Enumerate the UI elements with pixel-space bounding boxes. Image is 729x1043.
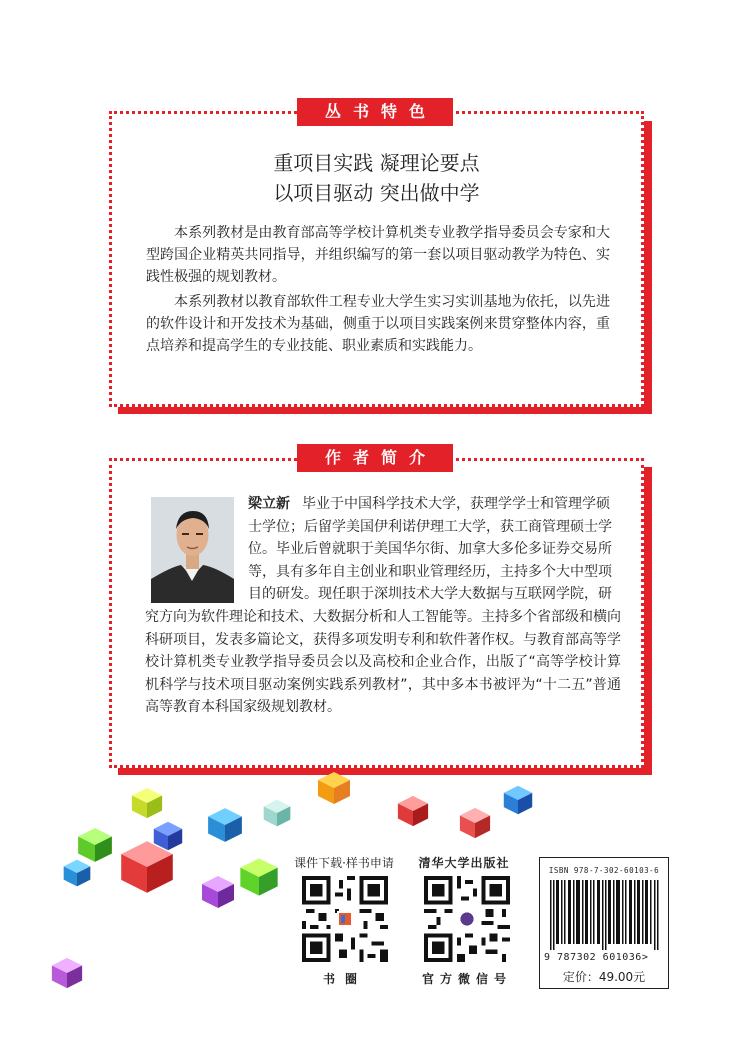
qr-code-shuquan[interactable] (302, 876, 388, 962)
features-box (109, 111, 644, 407)
author-bio-line-4: 等，具有多年自主创业和职业管理经历，主持多个大中型项 (248, 563, 612, 580)
features-paragraph-1: 本系列教材是由教育部高等学校计算机类专业教学指导委员会专家和大型跨国企业精英共同指导，并组织编写的第一套以项目驱动教学为特色、实践性极强的规划教材。 (146, 225, 610, 285)
author-title-tag: 作者简介 (297, 444, 453, 472)
features-paragraph-2: 本系列教材以教育部软件工程专业大学生实习实训基地为依托，以先进的软件设计和开发技术为基础，侧重于以项目实践案例来贯穿整体内容，重点培养和提高学生的专业技能、职业素质和实践能力。 (146, 294, 610, 354)
author-bio-line-2: 士学位；后留学美国伊利诺伊理工大学，获工商管理硕士学 (248, 518, 612, 535)
cube-decoration-red-1 (396, 794, 430, 828)
cube-decoration-purple (200, 874, 236, 910)
cube-decoration-yellow-green (130, 786, 164, 820)
cube-decoration-green-2 (238, 856, 280, 898)
cube-decoration-blue (206, 806, 244, 844)
slogan-line-2: 以项目驱动 突出做中学 (273, 181, 480, 205)
author-bio-line-5: 目的研发。现任职于深圳技术大学大数据与互联网学院，研 (248, 586, 612, 602)
cube-decoration-blue-right (502, 784, 534, 816)
cube-decoration-blue-small (62, 858, 92, 888)
cube-decoration-red-large (118, 838, 176, 896)
author-photo (151, 497, 234, 603)
author-bio-first-lines (248, 493, 620, 606)
barcode-digits-text: 9 787302 601036 (544, 952, 642, 963)
barcode-quiet-zone-arrow: > (641, 952, 649, 963)
qr-left-bottom-label: 书圈 (322, 972, 367, 986)
features-title-tag: 丛书特色 (297, 98, 453, 126)
author-name: 梁立新 (248, 496, 290, 512)
qr-right-top-label: 清华大学出版社 (418, 856, 510, 870)
cube-decoration-red-2 (458, 806, 492, 840)
isbn-barcode-box (539, 857, 669, 989)
author-bio-line-3: 位。毕业后曾就职于美国华尔街、加拿大多伦多证券交易所 (248, 541, 612, 557)
author-bio-line-1: 毕业于中国科学技术大学，获理学学士和管理学硕 (302, 496, 610, 512)
qr-right-bottom-label: 官方微信号 (421, 972, 512, 986)
cube-decoration-purple-small (50, 956, 84, 990)
barcode-digits (544, 952, 668, 963)
qr-left-top-label: 课件下载·样书申请 (294, 856, 394, 870)
slogan-line-1: 重项目实践 凝理论要点 (273, 151, 480, 175)
author-bio-rest: 究方向为软件理论和技术、大数据分析和人工智能等。主持多个省部级和横向科研项目，发表多篇论文，获得多项发明专利和软件著作权。与教育部高等学校计算机类专业教学指导委员会以及高校和企业合作，出版了“高等学校计算机科学与技术项目驱动案例实践系列教材”，其中多本书被评为“十二五”普通高等教育本科国家级规划教材。 (145, 609, 621, 715)
qr-code-official-wechat[interactable] (424, 876, 510, 962)
cube-decoration-orange (316, 770, 352, 806)
price-label: 定价：49.00元 (562, 970, 646, 984)
barcode-bars (550, 880, 660, 950)
isbn-number: ISBN 978-7-302-60103-6 (548, 866, 660, 875)
cube-decoration-teal (262, 798, 292, 828)
